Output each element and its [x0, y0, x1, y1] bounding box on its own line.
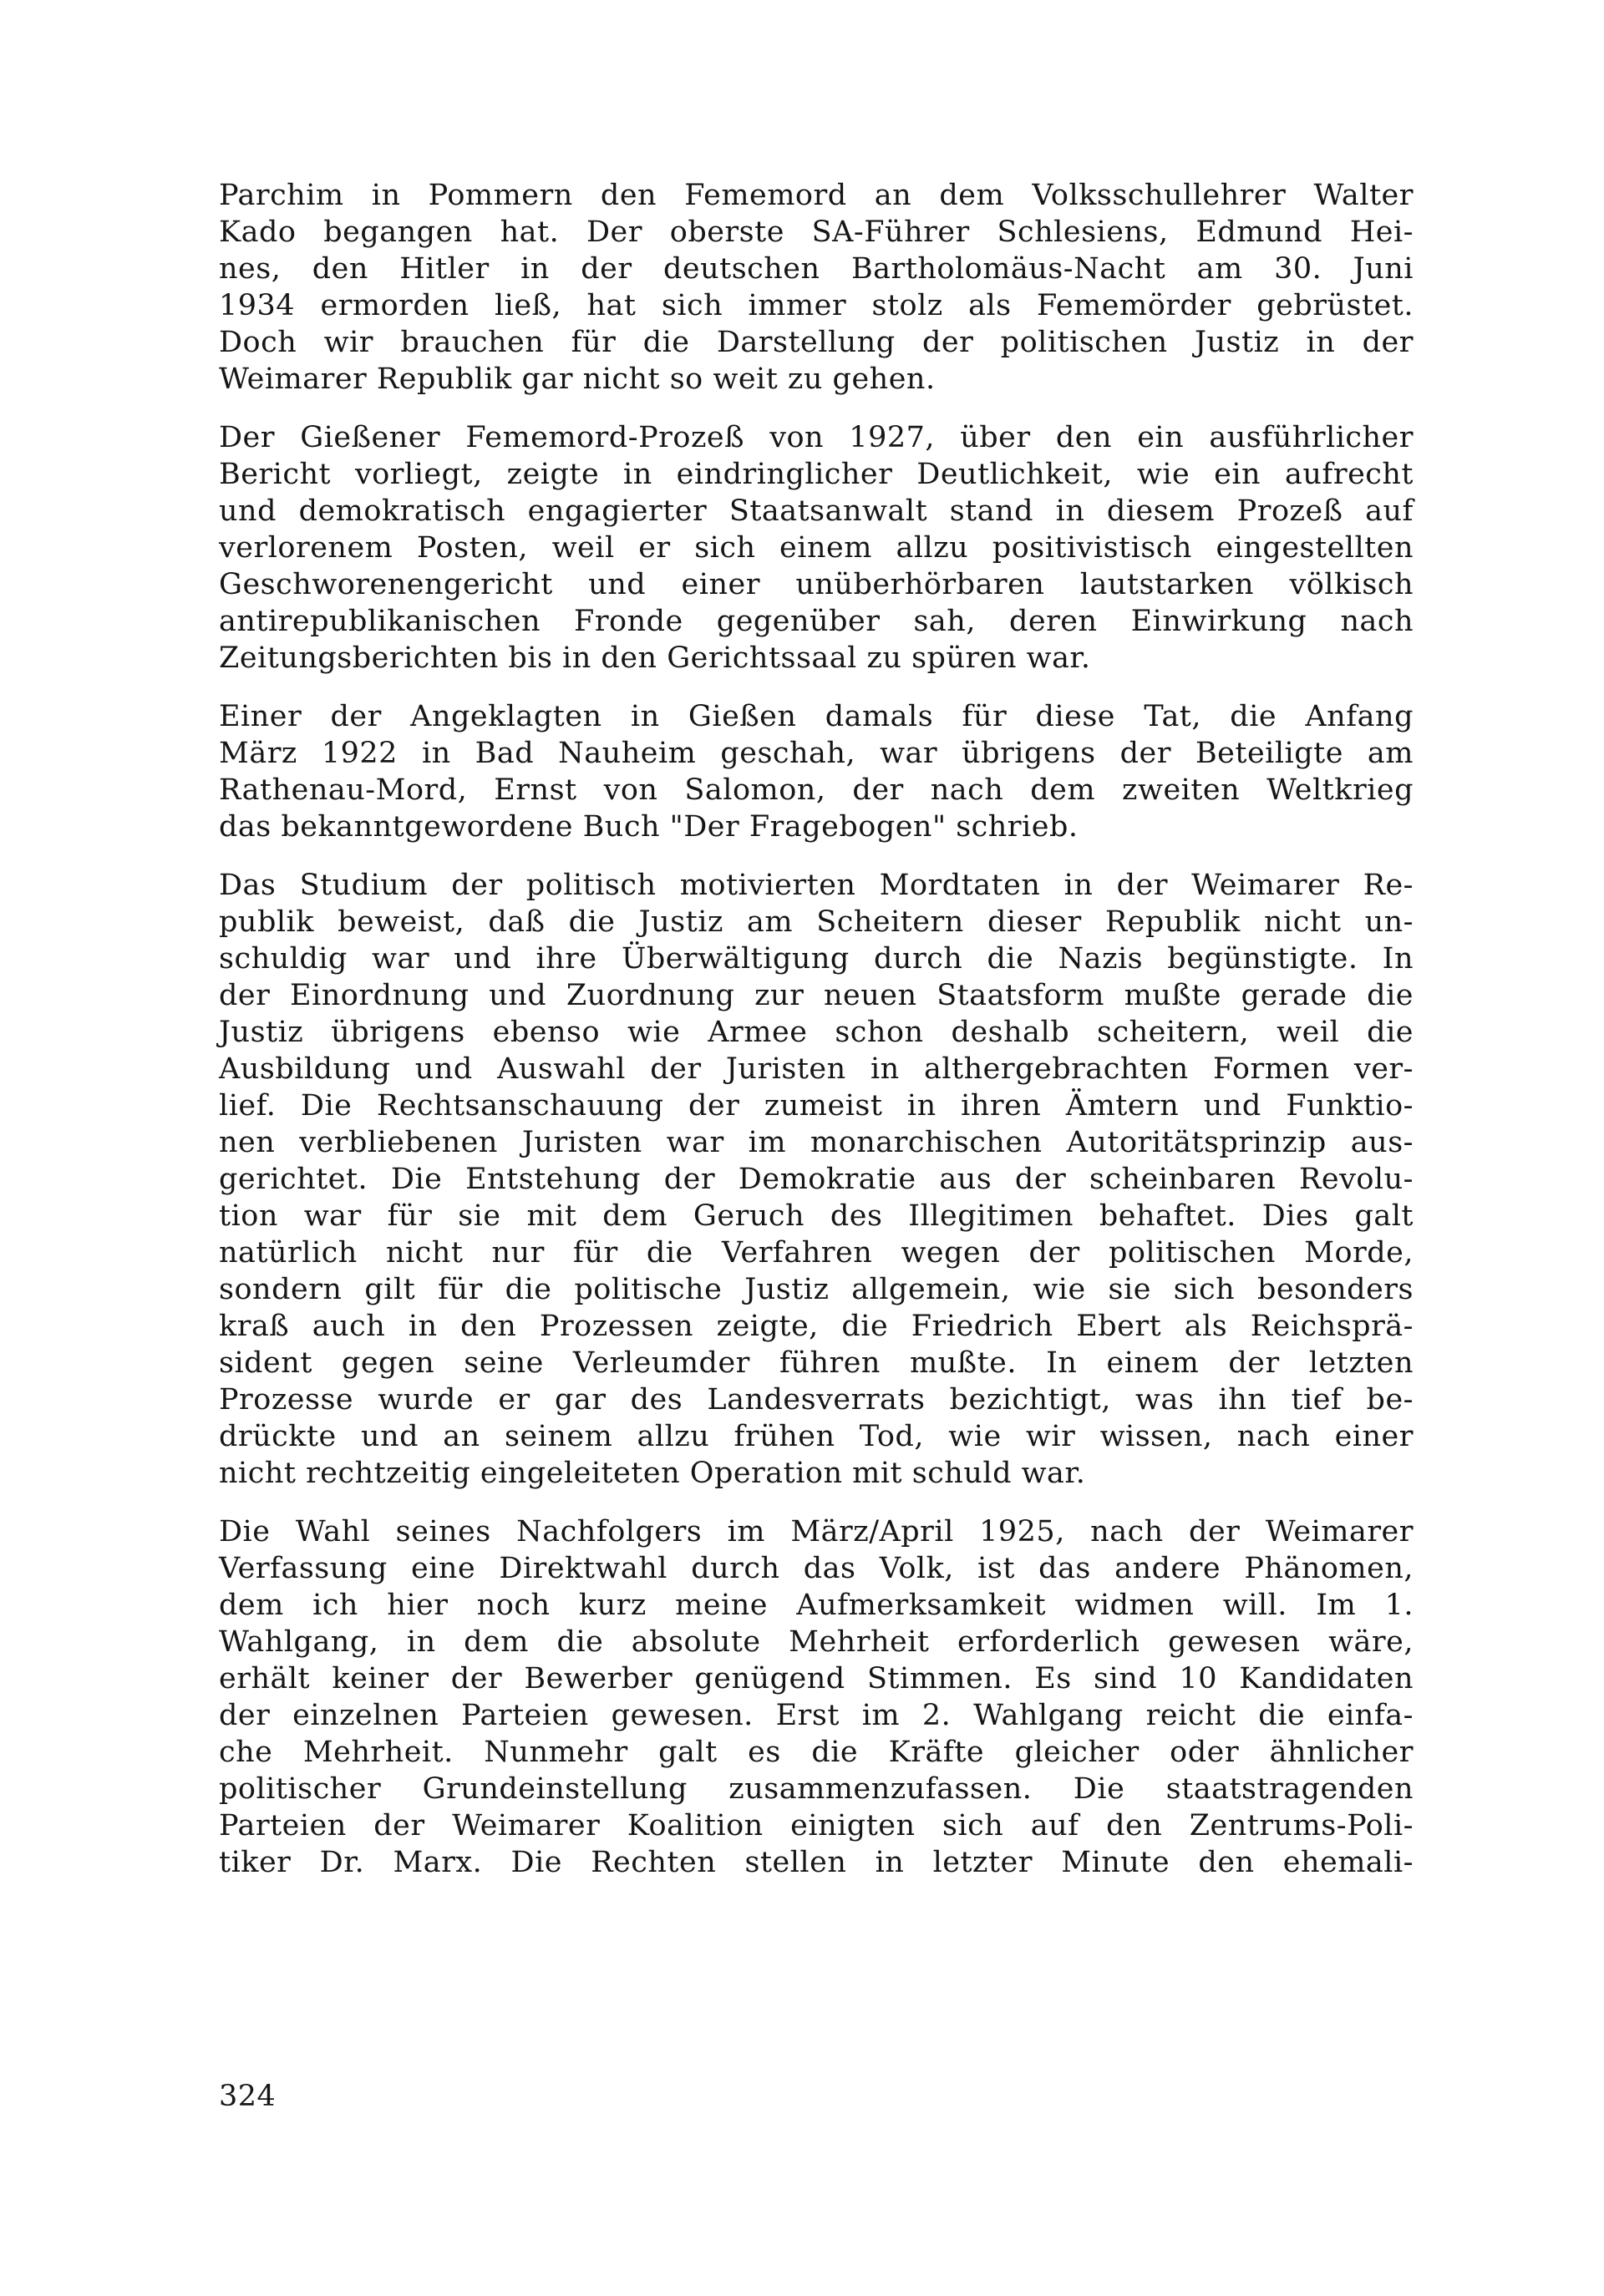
text-line: Prozesse wurde er gar des Landesverrats bezichtigt, was ihn tief be- — [219, 1383, 1414, 1417]
text-line: Der Gießener Fememord-Prozeß von 1927, über den ein ausführlicher — [219, 421, 1414, 454]
text-line: Wahlgang, in dem die absolute Mehrheit erforderlich gewesen wäre, — [219, 1625, 1414, 1659]
text-line: Verfassung eine Direktwahl durch das Volk, ist das andere Phänomen, — [219, 1552, 1414, 1585]
text-line: nen verbliebenen Juristen war im monarchischen Autoritätsprinzip aus- — [219, 1126, 1414, 1159]
text-line: politischer Grundeinstellung zusammenzufassen. Die staatstragenden — [219, 1772, 1414, 1806]
paragraph — [219, 419, 1414, 677]
text-line: gerichtet. Die Entstehung der Demokratie aus der scheinbaren Revolu- — [219, 1163, 1414, 1196]
text-line: publik beweist, daß die Justiz am Scheitern dieser Republik nicht un- — [219, 905, 1414, 939]
text-line: nicht rechtzeitig eingeleiteten Operation mit schuld war. — [219, 1457, 1086, 1490]
text-line: Parteien der Weimarer Koalition einigten sich auf den Zentrums-Poli- — [219, 1809, 1414, 1842]
text-line: Zeitungsberichten bis in den Gerichtssaal zu spüren war. — [219, 641, 1091, 675]
paragraph — [219, 698, 1414, 845]
text-line: Das Studium der politisch motivierten Mordtaten in der Weimarer Re- — [219, 869, 1414, 902]
text-line: Parchim in Pommern den Fememord an dem Volksschullehrer Walter — [219, 179, 1414, 212]
text-line: Die Wahl seines Nachfolgers im März/April 1925, nach der Weimarer — [219, 1515, 1414, 1548]
text-line: natürlich nicht nur für die Verfahren wegen der politischen Morde, — [219, 1236, 1414, 1270]
text-line: das bekanntgewordene Buch "Der Fragebogen" schrieb. — [219, 810, 1079, 844]
text-line: dem ich hier noch kurz meine Aufmerksamkeit widmen will. Im 1. — [219, 1589, 1414, 1622]
text-line: schuldig war und ihre Überwältigung durch die Nazis begünstigte. In — [219, 942, 1414, 976]
paragraph — [219, 1513, 1414, 1881]
text-line: lief. Die Rechtsanschauung der zumeist in ihren Ämtern und Funktio- — [219, 1089, 1414, 1123]
text-line: tiker Dr. Marx. Die Rechten stellen in letzter Minute den ehemali- — [219, 1846, 1414, 1879]
text-line: der Einordnung und Zuordnung zur neuen Staatsform mußte gerade die — [219, 979, 1414, 1012]
text-line: Einer der Angeklagten in Gießen damals für diese Tat, die Anfang — [219, 700, 1414, 733]
text-line: Geschworenengericht und einer unüberhörbaren lautstarken völkisch — [219, 568, 1414, 601]
paragraph — [219, 177, 1414, 398]
text-line: der einzelnen Parteien gewesen. Erst im 2. Wahlgang reicht die einfa- — [219, 1699, 1414, 1732]
text-line: Justiz übrigens ebenso wie Armee schon deshalb scheitern, weil die — [219, 1016, 1414, 1049]
text-line: erhält keiner der Bewerber genügend Stimmen. Es sind 10 Kandidaten — [219, 1662, 1414, 1695]
page-number: 324 — [219, 2080, 277, 2113]
text-line: sondern gilt für die politische Justiz allgemein, wie sie sich besonders — [219, 1273, 1414, 1306]
text-line: kraß auch in den Prozessen zeigte, die Friedrich Ebert als Reichsprä- — [219, 1310, 1414, 1343]
text-line: Rathenau-Mord, Ernst von Salomon, der nach dem zweiten Weltkrieg — [219, 773, 1414, 807]
text-line: che Mehrheit. Nunmehr galt es die Kräfte gleicher oder ähnlicher — [219, 1736, 1414, 1769]
paragraph — [219, 867, 1414, 1492]
text-line: nes, den Hitler in der deutschen Bartholomäus-Nacht am 30. Juni — [219, 252, 1414, 286]
text-line: Doch wir brauchen für die Darstellung der politischen Justiz in der — [219, 326, 1414, 359]
text-line: drückte und an seinem allzu frühen Tod, wie wir wissen, nach einer — [219, 1420, 1414, 1453]
text-line: tion war für sie mit dem Geruch des Illegitimen behaftet. Dies galt — [219, 1199, 1414, 1233]
text-line: antirepublikanischen Fronde gegenüber sah, deren Einwirkung nach — [219, 605, 1414, 638]
text-line: und demokratisch engagierter Staatsanwalt stand in diesem Prozeß auf — [219, 494, 1414, 528]
body-text — [219, 177, 1414, 1903]
text-line: Kado begangen hat. Der oberste SA-Führer Schlesiens, Edmund Hei- — [219, 215, 1414, 249]
text-line: Weimarer Republik gar nicht so weit zu gehen. — [219, 362, 936, 396]
text-line: Ausbildung und Auswahl der Juristen in althergebrachten Formen ver- — [219, 1052, 1414, 1086]
text-line: Bericht vorliegt, zeigte in eindringlicher Deutlichkeit, wie ein aufrecht — [219, 458, 1414, 491]
text-line: verlorenem Posten, weil er sich einem allzu positivistisch eingestellten — [219, 531, 1414, 565]
text-line: sident gegen seine Verleumder führen mußte. In einem der letzten — [219, 1346, 1414, 1380]
text-line: März 1922 in Bad Nauheim geschah, war übrigens der Beteiligte am — [219, 737, 1414, 770]
text-line: 1934 ermorden ließ, hat sich immer stolz als Fememörder gebrüstet. — [219, 289, 1414, 322]
